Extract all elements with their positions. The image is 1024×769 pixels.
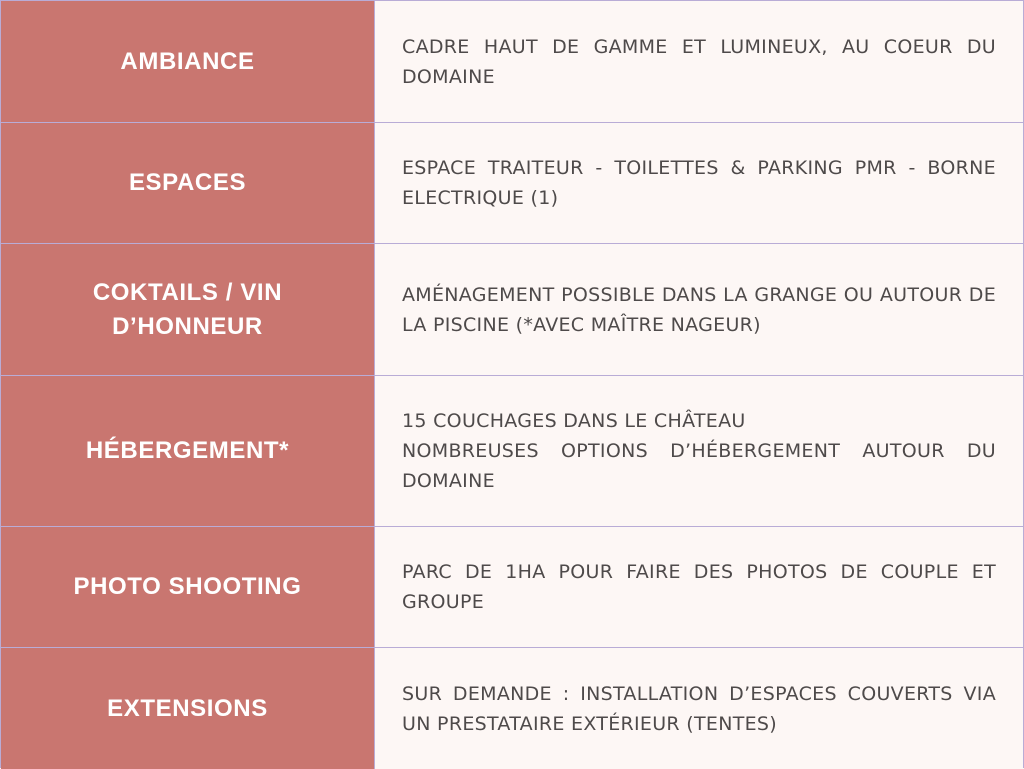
row-description-ambiance <box>375 1 1023 123</box>
row-description-hebergement <box>375 376 1023 527</box>
description-text: ESPACE TRAITEUR - TOILETTES & PARKING PMR - BORNE ELECTRIQUE (1) <box>402 157 996 209</box>
description-text: PARC DE 1HA POUR FAIRE DES PHOTOS DE COUPLE ET GROUPE <box>402 561 996 613</box>
row-description-photo-shooting <box>375 527 1023 648</box>
row-label-hebergement: HÉBERGEMENT* <box>1 376 375 527</box>
row-label-cocktails: COKTAILS / VIN D’HONNEUR <box>1 244 375 376</box>
description-text: 15 COUCHAGES DANS LE CHÂTEAU NOMBREUSES OPTIONS D’HÉBERGEMENT AUTOUR DU DOMAINE <box>402 410 996 492</box>
row-description-espaces <box>375 123 1023 244</box>
row-description-extensions <box>375 648 1023 769</box>
row-label-espaces: ESPACES <box>1 123 375 244</box>
row-label-ambiance: AMBIANCE <box>1 1 375 123</box>
description-text: AMÉNAGEMENT POSSIBLE DANS LA GRANGE OU AUTOUR DE LA PISCINE (*AVEC MAÎTRE NAGEUR) <box>402 283 996 336</box>
row-label-extensions: EXTENSIONS <box>1 648 375 769</box>
row-label-photo-shooting: PHOTO SHOOTING <box>1 527 375 648</box>
description-text: CADRE HAUT DE GAMME ET LUMINEUX, AU COEUR DU DOMAINE <box>402 35 996 88</box>
row-description-cocktails <box>375 244 1023 376</box>
description-text: SUR DEMANDE : INSTALLATION D’ESPACES COUVERTS VIA UN PRESTATAIRE EXTÉRIEUR (TENTES) <box>402 682 996 735</box>
